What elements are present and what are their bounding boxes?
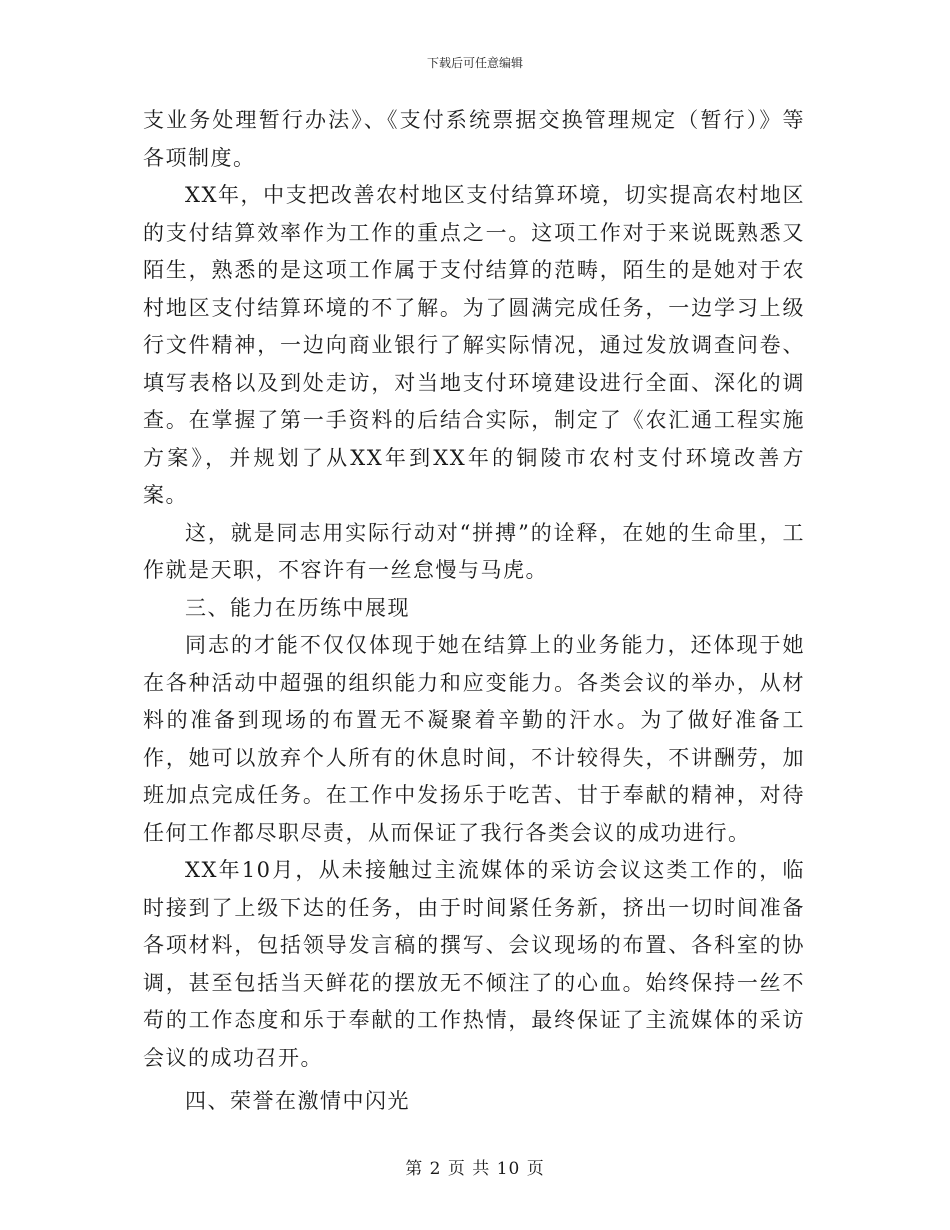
section-heading-3: 三、能力在历练中展现 bbox=[185, 595, 410, 620]
page-number: 第 2 页 共 10 页 bbox=[405, 1159, 545, 1179]
paragraph-continuation: 支业务处理暂行办法》、《支付系统票据交换管理规定（暂行）》等各项制度。 bbox=[143, 108, 805, 170]
paragraph-struggle: 这，就是同志用实际行动对“拼搏”的诠释，在她的生命里，工作就是天职，不容许有一丝怠慢与马虎。 bbox=[143, 520, 805, 582]
paragraph-media-meeting: XX年10月，从未接触过主流媒体的采访会议这类工作的，临时接到了上级下达的任务，由于时间紧任务新，挤出一切时间准备各项材料，包括领导发言稿的撰写、会议现场的布置、各科室的协调，甚至包括当天鲜花的摆放无不倾注了的心血。始终保持一丝不苟的工作态度和乐于奉献的工作热情，最终保证了主流媒体的采访会议的成功召开。 bbox=[143, 858, 805, 1070]
paragraph-abilities: 同志的才能不仅仅体现于她在结算上的业务能力，还体现于她在各种活动中超强的组织能力和应变能力。各类会议的举办，从材料的准备到现场的布置无不凝聚着辛勤的汗水。为了做好准备工作，她可以放弃个人所有的休息时间，不计较得失，不讲酬劳，加班加点完成任务。在工作中发扬乐于吃苦、甘于奉献的精神，对待任何工作都尽职尽责，从而保证了我行各类会议的成功进行。 bbox=[143, 633, 805, 845]
page-header: 下载后可任意编辑 bbox=[426, 56, 523, 70]
paragraph-rural-payment: XX年，中支把改善农村地区支付结算环境，切实提高农村地区的支付结算效率作为工作的重点之一。这项工作对于来说既熟悉又陌生，熟悉的是这项工作属于支付结算的范畴，陌生的是她对于农村地区支付结算环境的不了解。为了圆满完成任务，一边学习上级行文件精神，一边向商业银行了解实际情况，通过发放调查问卷、填写表格以及到处走访，对当地支付环境建设进行全面、深化的调查。在掌握了第一手资料的后结合实际，制定了《农汇通工程实施方案》，并规划了从XX年到XX年的铜陵市农村支付环境改善方案。 bbox=[143, 183, 805, 507]
document-body bbox=[143, 102, 805, 1121]
section-heading-4: 四、荣誉在激情中闪光 bbox=[185, 1089, 410, 1113]
